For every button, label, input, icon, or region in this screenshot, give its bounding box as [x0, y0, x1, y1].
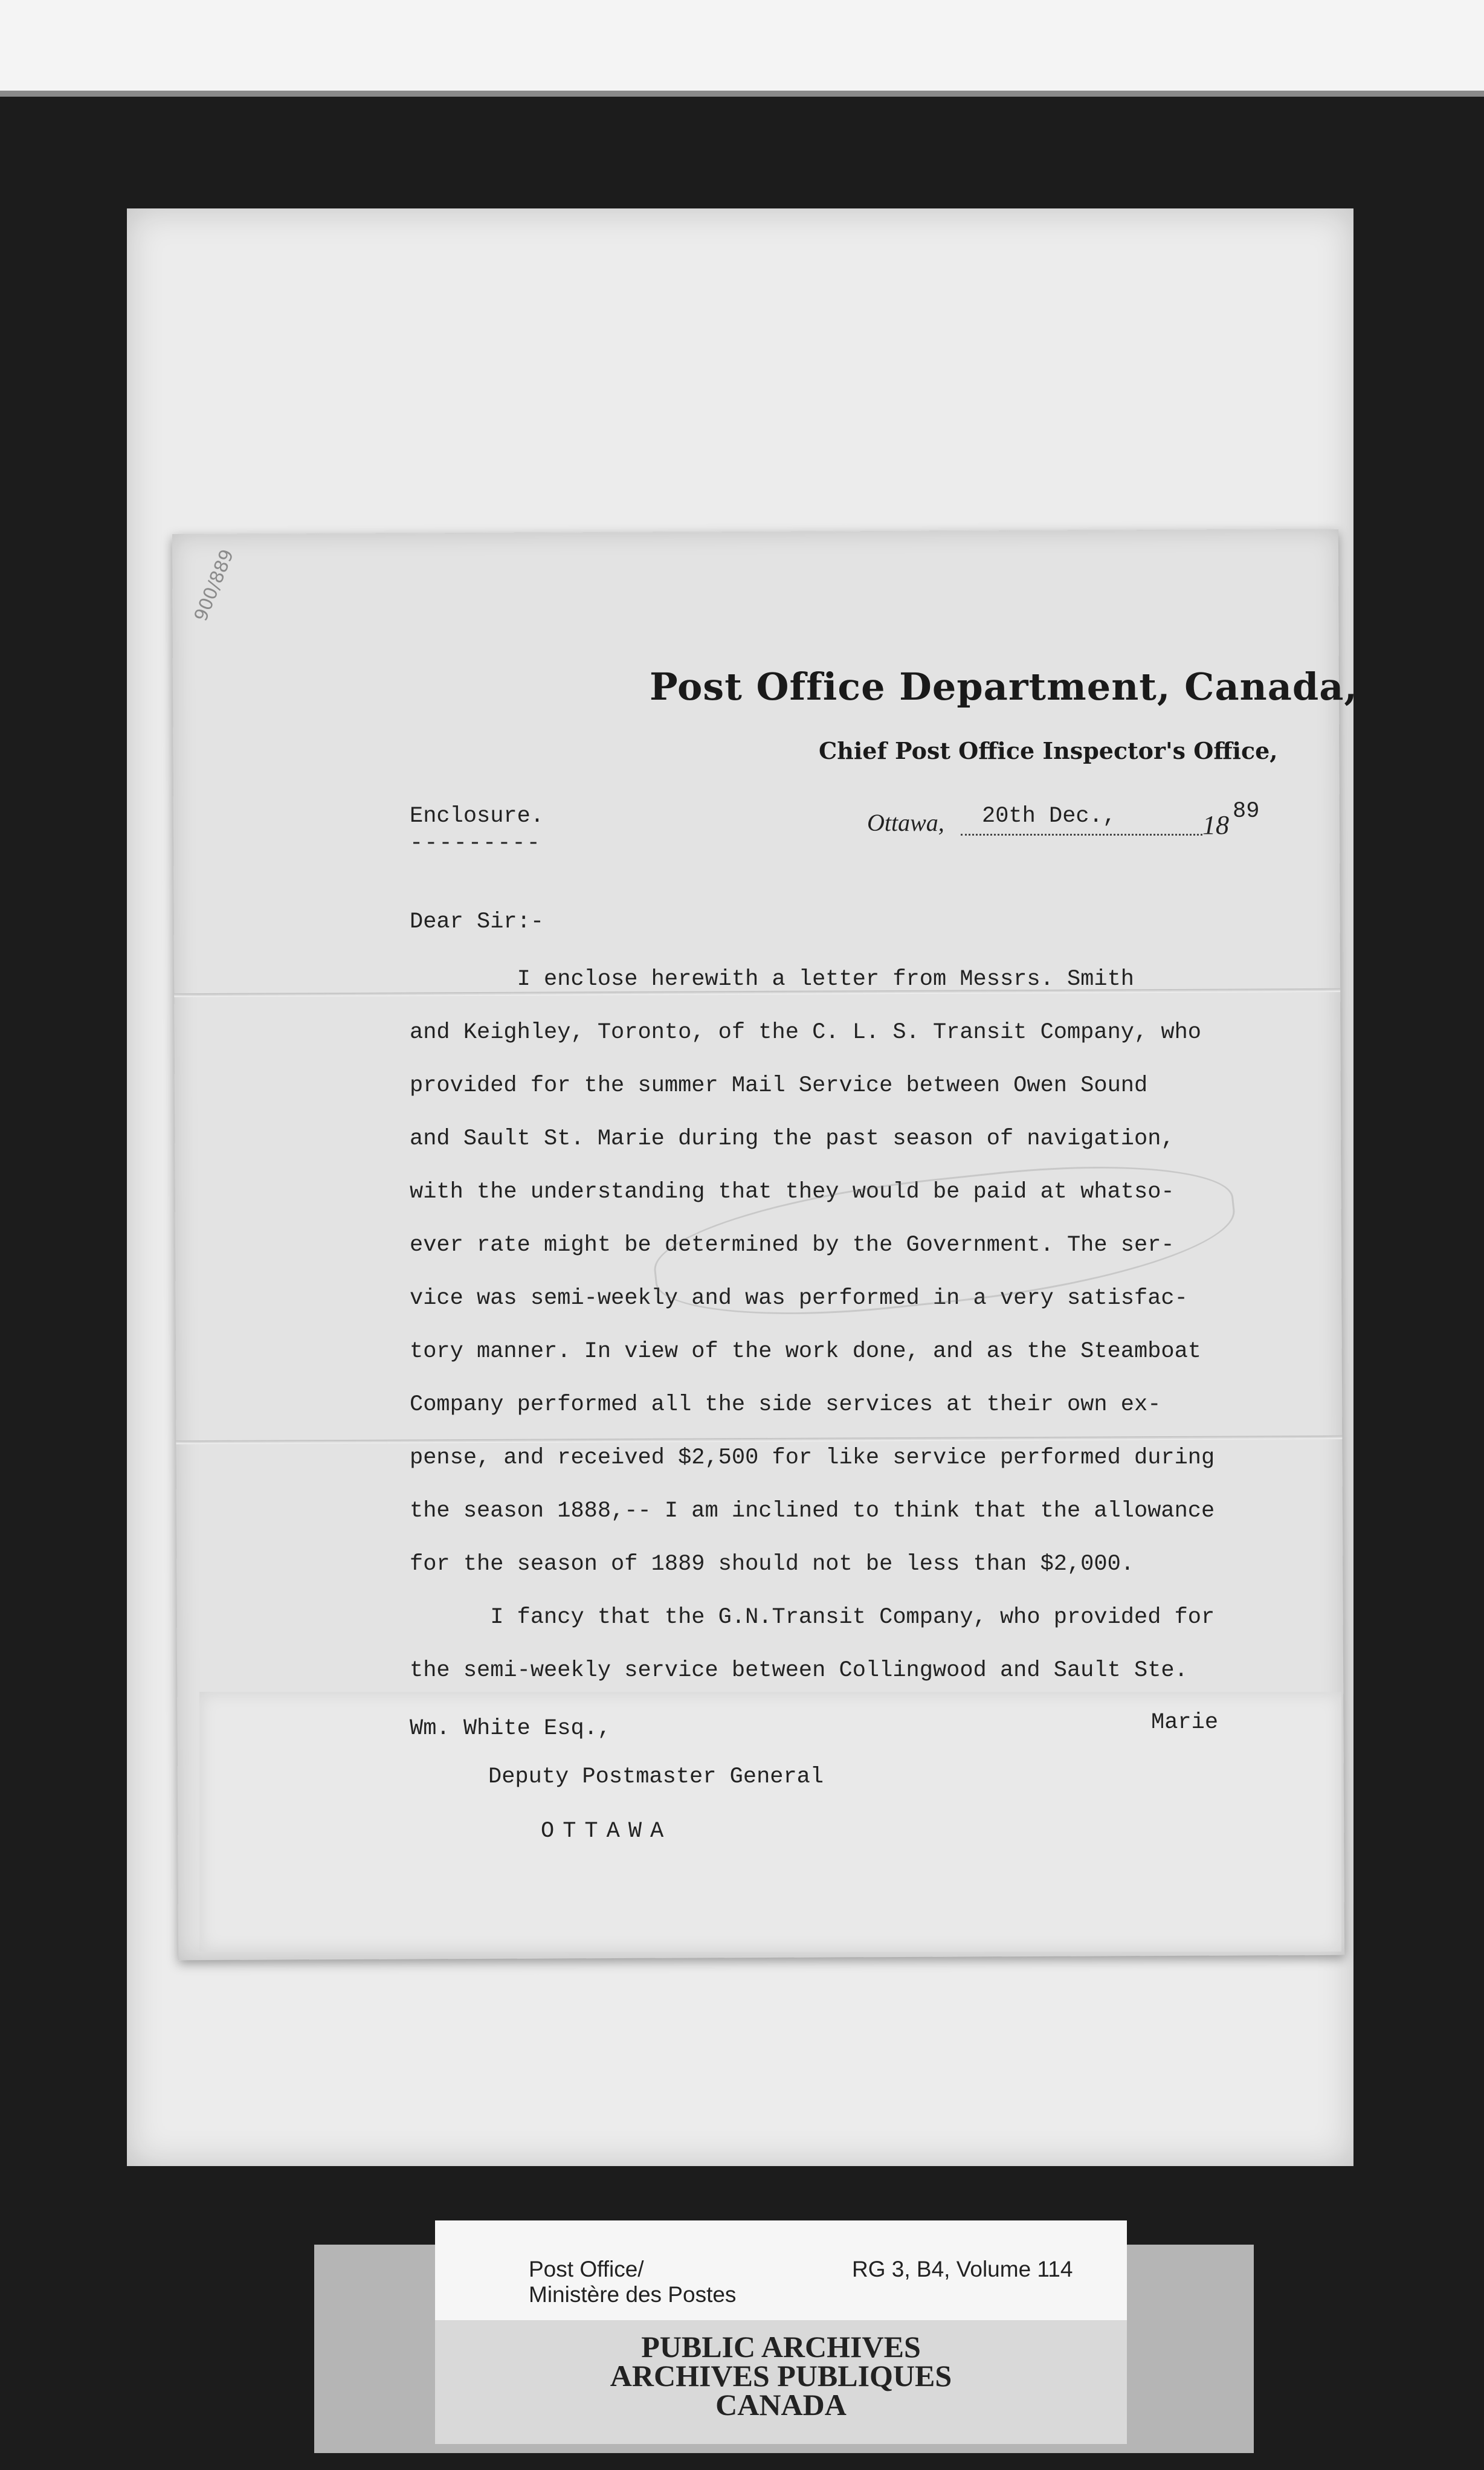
pencil-reference-note: 900/889 — [190, 546, 239, 625]
date-place: Ottawa, — [867, 809, 944, 836]
body-line: the semi-weekly service between Collingwood and Sault Ste. — [410, 1658, 1188, 1683]
body-line: provided for the summer Mail Service between Owen Sound — [410, 1073, 1148, 1098]
enclosure-label: Enclosure. — [410, 804, 544, 829]
addressee-title: Deputy Postmaster General — [488, 1764, 824, 1790]
salutation: Dear Sir:- — [410, 909, 544, 935]
body-line: and Sault St. Marie during the past season of navigation, — [410, 1126, 1175, 1152]
body-line: Company performed all the side services at their own ex- — [410, 1392, 1161, 1417]
body-line: I fancy that the G.N.Transit Company, who provided for — [410, 1605, 1215, 1630]
body-line: tory manner. In view of the work done, and as the Steamboat — [410, 1339, 1202, 1364]
fold-line — [176, 1436, 1342, 1444]
body-line: and Keighley, Toronto, of the C. L. S. Transit Company, who — [410, 1020, 1202, 1045]
addressee-city: OTTAWA — [541, 1819, 673, 1844]
body-line: I enclose herewith a letter from Messrs. Smith — [410, 967, 1134, 992]
body-line: ever rate might be determined by the Government. The ser- — [410, 1233, 1175, 1258]
body-line: for the season of 1889 should not be less than $2,000. — [410, 1552, 1134, 1577]
archive-label-stamp — [435, 2320, 1127, 2444]
archive-reference: RG 3, B4, Volume 114 — [852, 2257, 1073, 2281]
continuation-word: Marie — [1151, 1710, 1219, 1735]
letterhead-office: Chief Post Office Inspector's Office, — [819, 737, 1278, 764]
date-year-suffix: 89 — [1233, 799, 1260, 824]
addressee-name: Wm. White Esq., — [410, 1716, 611, 1741]
date-dotted-line — [961, 834, 1202, 836]
archive-name-fr: ARCHIVES PUBLIQUES — [610, 2359, 952, 2393]
archive-fonds: Post Office/ Ministère des Postes — [529, 2257, 737, 2307]
date-value: 20th Dec., — [982, 804, 1117, 829]
archive-name-block — [435, 2330, 1127, 2422]
enclosure-underline: --------- — [410, 831, 541, 856]
archive-name-en: PUBLIC ARCHIVES — [641, 2330, 921, 2364]
film-top-strip — [0, 0, 1484, 97]
letterhead-department: Post Office Department, Canada, — [650, 665, 1358, 709]
body-line: vice was semi-weekly and was performed in a very satisfac- — [410, 1286, 1188, 1311]
date-year-prefix: 18 — [1202, 810, 1229, 840]
body-line: the season 1888,-- I am inclined to think that the allowance — [410, 1498, 1215, 1524]
body-line: with the understanding that they would be paid at whatso- — [410, 1179, 1175, 1205]
archive-country: CANADA — [715, 2388, 847, 2422]
body-line: pense, and received $2,500 for like service performed during — [410, 1445, 1215, 1471]
